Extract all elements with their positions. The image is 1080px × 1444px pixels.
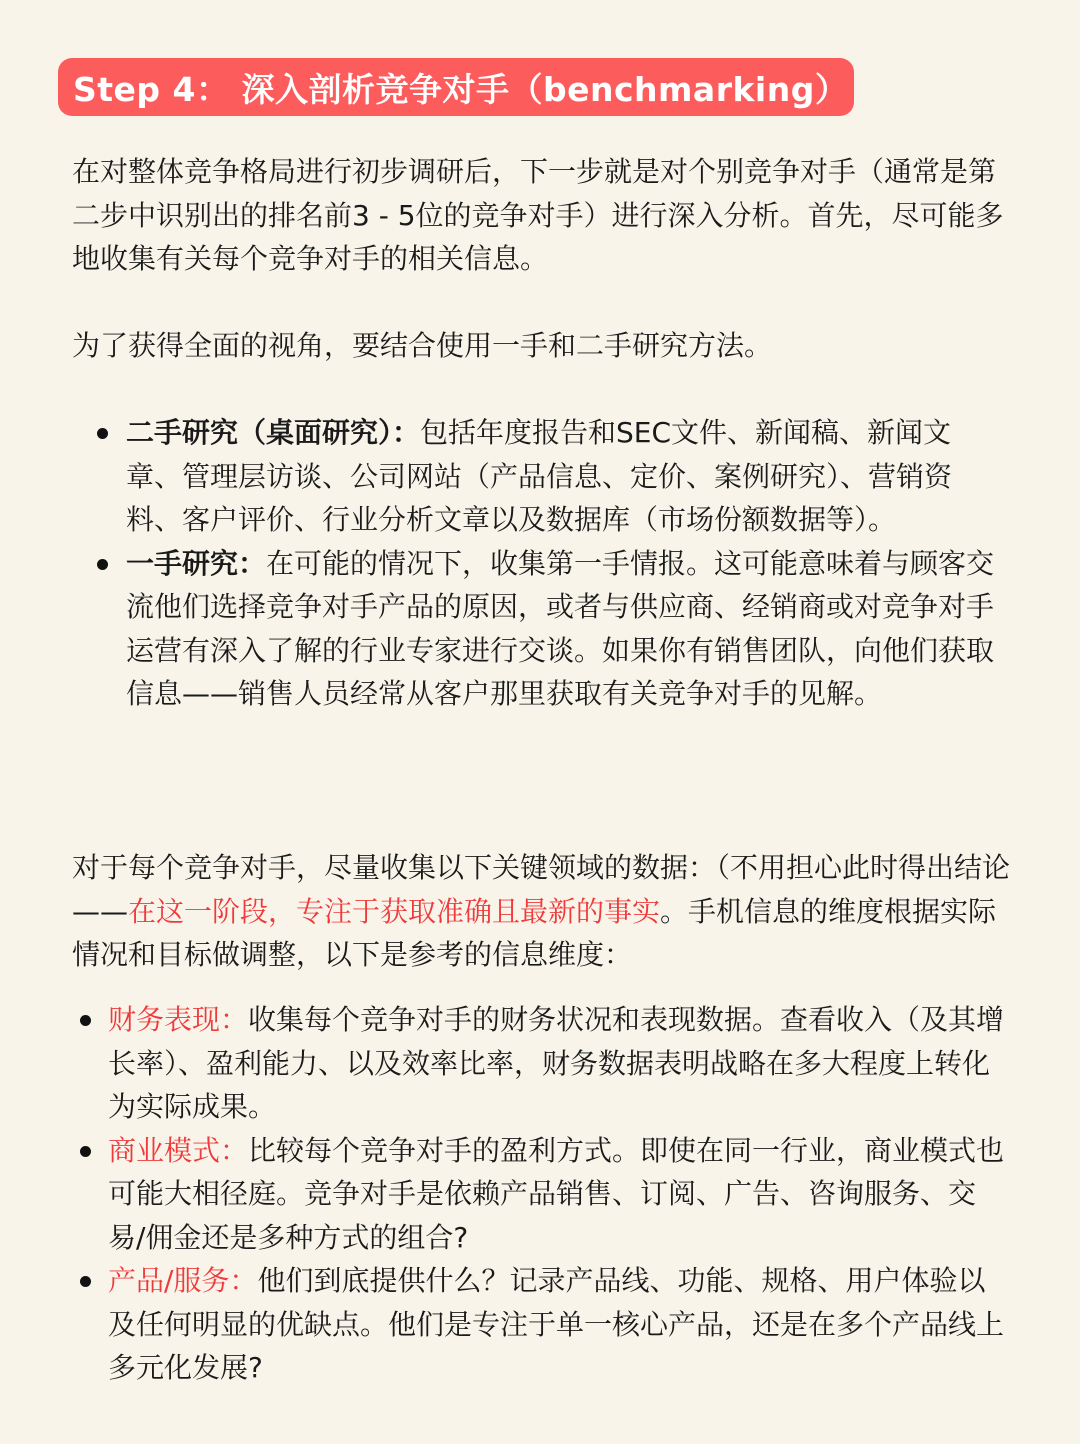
- step-title: Step 4： 深入剖析竞争对手（benchmarking）: [73, 69, 849, 109]
- step-title-banner: [58, 58, 854, 116]
- list-item-financial-performance: [108, 998, 1008, 1129]
- item-text: 包括年度报告和SEC文件、新闻稿、新闻文章、管理层访谈、公司网站（产品信息、定价、案例研究）、营销资料、客户评价、行业分析文章以及数据库（市场份额数据等）。: [126, 416, 953, 536]
- item-text: 收集每个竞争对手的财务状况和表现数据。查看收入（及其增长率）、盈利能力、以及效率比率，财务数据表明战略在多大程度上转化为实际成果。: [108, 1003, 1005, 1123]
- bullet-icon: [97, 428, 108, 439]
- bullet-icon: [80, 1276, 91, 1287]
- research-methods-list: [126, 411, 996, 716]
- item-label: 一手研究：: [126, 546, 267, 580]
- bullet-icon: [80, 1015, 91, 1026]
- data-intro-after: 。手机信息的维度根据实际情况和目标做调整，以下是参考的信息维度：: [72, 894, 997, 971]
- item-text: 比较每个竞争对手的盈利方式。即使在同一行业，商业模式也可能大相径庭。竞争对手是依赖产品销售、订阅、广告、咨询服务、交易/佣金还是多种方式的组合?: [108, 1133, 1005, 1254]
- item-label: 商业模式：: [108, 1133, 249, 1167]
- bullet-icon: [80, 1146, 91, 1157]
- data-intro-paragraph: [72, 846, 1012, 977]
- bullet-icon: [97, 559, 108, 570]
- data-intro-before: 对于每个竞争对手，尽量收集以下关键领域的数据：（不用担心此时得出结论——: [72, 851, 1011, 928]
- item-label: 二手研究（桌面研究）：: [126, 416, 421, 449]
- item-label: 财务表现：: [108, 1003, 249, 1036]
- list-item-products-services: [108, 1259, 1008, 1390]
- list-item-business-model: [108, 1129, 1008, 1260]
- data-intro-highlight: 在这一阶段，专注于获取准确且最新的事实: [128, 894, 661, 928]
- item-text: 他们到底提供什么？记录产品线、功能、规格、用户体验以及任何明显的优缺点。他们是专注于单一核心产品，还是在多个产品线上多元化发展?: [108, 1264, 1005, 1384]
- item-text: 在可能的情况下，收集第一手情报。这可能意味着与顾客交流他们选择竞争对手产品的原因，或者与供应商、经销商或对竞争对手运营有深入了解的行业专家进行交谈。如果你有销售团队，向他们获取信息——销售人员经常从客户那里获取有关竞争对手的见解。: [126, 546, 995, 710]
- dimensions-list: [108, 998, 1008, 1390]
- list-item-primary-research: [126, 542, 996, 716]
- method-intro-paragraph: 为了获得全面的视角，要结合使用一手和二手研究方法。: [72, 329, 773, 362]
- intro-paragraph: 在对整体竞争格局进行初步调研后，下一步就是对个别竞争对手（通常是第二步中识别出的排名前3 - 5位的竞争对手）进行深入分析。首先，尽可能多地收集有关每个竞争对手的相关信息。: [72, 155, 1004, 275]
- list-item-secondary-research: [126, 411, 996, 542]
- item-label: 产品/服务：: [108, 1264, 258, 1297]
